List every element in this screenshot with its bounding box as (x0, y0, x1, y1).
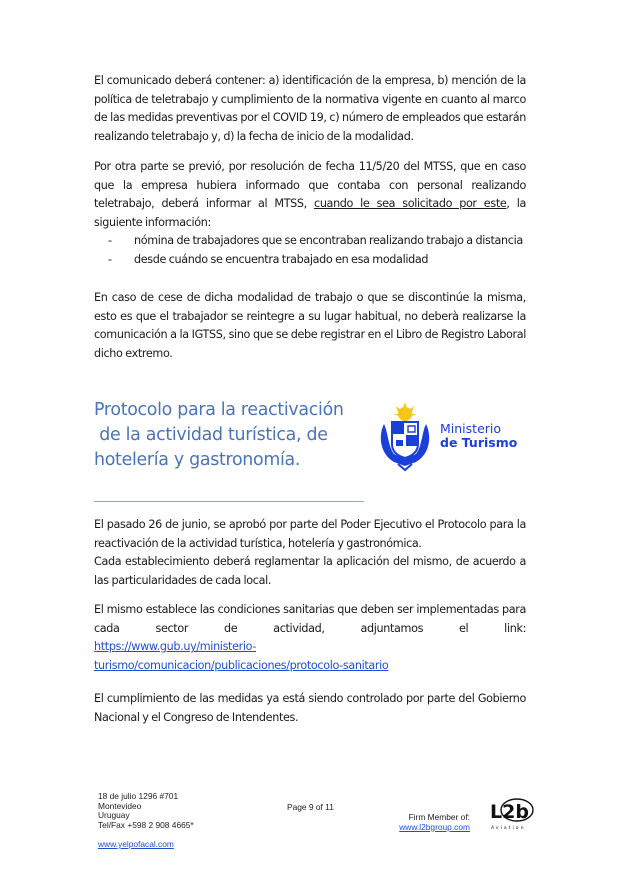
address-line: Uruguay (98, 810, 130, 821)
paragraph-text (94, 158, 526, 232)
ministerio-turismo-logo (372, 402, 542, 474)
paragraph-protocolo (94, 516, 526, 590)
section-heading (94, 398, 364, 473)
paragraph-condiciones (94, 601, 526, 675)
paragraph-comunicado (94, 72, 526, 146)
heading-line: hotelería y gastronomía. (94, 450, 301, 470)
paragraph-cese (94, 289, 526, 363)
info-list (94, 232, 526, 269)
section-divider (94, 501, 364, 502)
footer-website (98, 840, 174, 850)
text-run: , la siguiente información: (94, 197, 527, 229)
protocol-link[interactable] (94, 640, 388, 672)
firm-member-label: Firm Member of: (408, 812, 470, 822)
footer-firm (398, 813, 470, 832)
ministerio-text (440, 422, 517, 450)
footer-address (98, 792, 194, 830)
heading-line: de la actividad turística, de (94, 425, 328, 445)
paragraph-cumplimiento (94, 690, 526, 727)
l2b-aviation-icon (487, 797, 535, 833)
list-item: - desde cuándo se encuentra trabajado en esa modalidad (108, 251, 526, 270)
paragraph-text: El mismo establece las condiciones sanitarias que deben ser implementadas para cada sector de actividad, adjuntamos el link: (94, 603, 526, 635)
page-number: Page 9 of 11 (287, 802, 334, 812)
paragraph-text: El cumplimiento de las medidas ya está siendo controlado por parte del Gobierno Nacional y el Congreso de Intendentes. (94, 692, 526, 724)
paragraph-text: Cada establecimiento deberá reglamentar la aplicación del mismo, de acuerdo a las particularidades de cada local. (94, 555, 526, 587)
link-line[interactable]: turismo/comunicacion/publicaciones/protocolo-sanitario (94, 658, 389, 672)
underlined-text: cuando le sea solicitado por este (314, 197, 507, 211)
address-line: Montevideo (98, 800, 142, 811)
text-run: Por otra parte se previó, por resolución de fecha 11/5/20 del MTSS, que en caso que la empresa hubiera informado que contaba con personal realizando teletrabajo, deberá informar al MTSS, (94, 160, 526, 211)
heading-line: Protocolo para la reactivación (94, 400, 344, 420)
ministerio-line1: Ministerio (440, 421, 502, 436)
uruguay-coat-of-arms-icon (374, 402, 436, 472)
paragraph-text: En caso de cese de dicha modalidad de trabajo o que se discontinúe la misma, esto es que el trabajador se reintegre a su lugar habitual, no deberà realizarse la comunicación a la IGTSS, sino que se debe registrar en el Libro de Registro Laboral dicho extremo. (94, 291, 526, 360)
paragraph-mtss (94, 158, 526, 270)
firm-link[interactable]: www.l2bgroup.com (399, 821, 470, 832)
address-line: Tel/Fax +598 2 908 4665* (98, 819, 194, 830)
l2b-logo-text: L2b (490, 801, 529, 823)
website-link[interactable]: www.yelpofacal.com (98, 839, 174, 849)
l2b-logo (487, 797, 535, 833)
paragraph-text: El comunicado deberá contener: a) identificación de la empresa, b) mención de la política de teletrabajo y cumplimiento de la normativa vigente en cuanto al marco de las medidas preventivas por el COVID 19, c) número de empleados que estarán realizando teletrabajo y, d) la fecha de inicio de la modalidad. (94, 74, 526, 143)
address-line: 18 de julio 1296 #701 (98, 791, 179, 801)
list-item: - nómina de trabajadores que se encontraban realizando trabajo a distancia (108, 232, 526, 251)
link-line[interactable]: https://www.gub.uy/ministerio- (94, 640, 257, 654)
l2b-logo-subtitle: Aviation (491, 826, 526, 831)
paragraph-text: El pasado 26 de junio, se aprobó por parte del Poder Ejecutivo el Protocolo para la reactivación de la actividad turística, hotelería y gastronómica. (94, 518, 526, 550)
ministerio-line2: de Turismo (440, 435, 518, 450)
